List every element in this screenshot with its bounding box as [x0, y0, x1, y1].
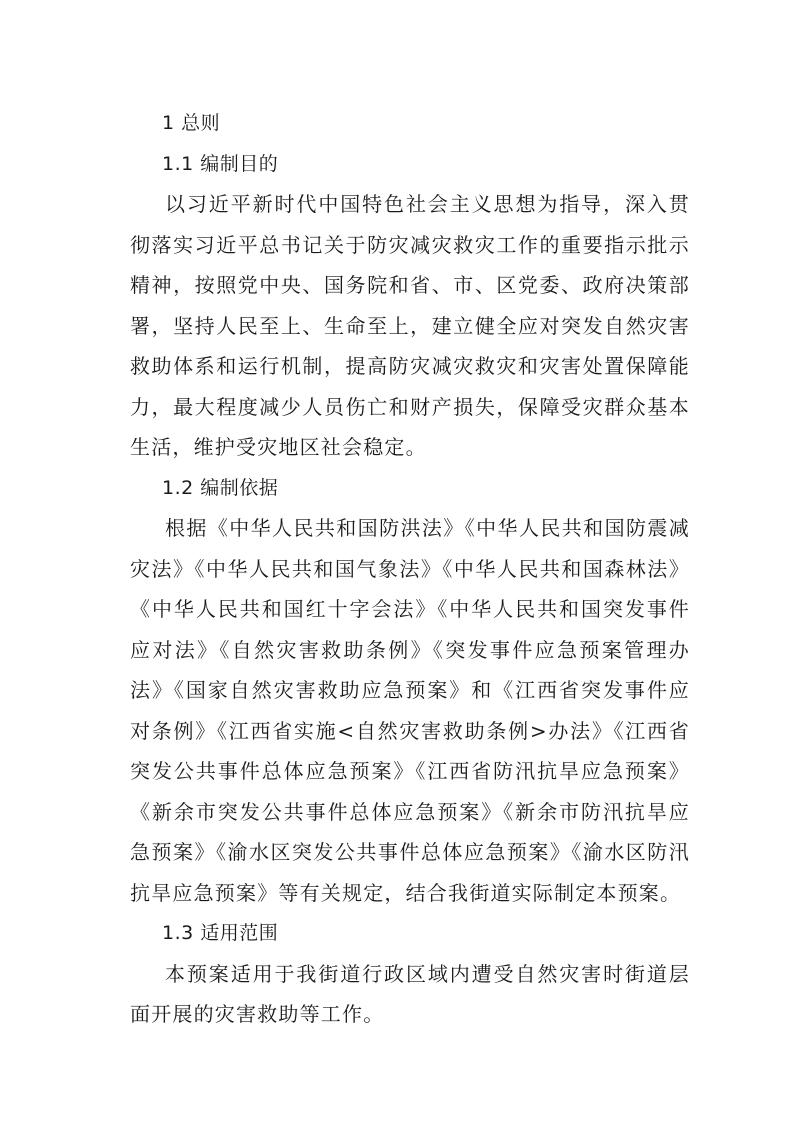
document-body: [130, 103, 690, 1035]
section-heading-purpose: 1.1 编制目的: [162, 152, 279, 175]
paragraph-basis: 根据《中华人民共和国防洪法》《中华人民共和国防震减灾法》《中华人民共和国气象法》《中华人民共和国森林法》《中华人民共和国红十字会法》《中华人民共和国突发事件应对法》《自然灾害救助条例》《突发事件应急预案管理办法》《国家自然灾害救助应急预案》和《江西省突发事件应对条例》《江西省实施<自然灾害救助条例>办法》《江西省突发公共事件总体应急预案》《江西省防汛抗旱应急预案》《新余市突发公共事件总体应急预案》《新余市防汛抗旱应急预案》《渝水区突发公共事件总体应急预案》《渝水区防汛抗旱应急预案》等有关规定，结合我街道实际制定本预案。: [130, 516, 690, 905]
section-heading-general: 1 总则: [162, 112, 221, 134]
section-heading-scope: 1.3 适用范围: [162, 922, 279, 944]
section-heading-basis: 1.2 编制依据: [162, 476, 279, 499]
paragraph-scope: 本预案适用于我街道行政区域内遭受自然灾害时街道层面开展的灾害救助等工作。: [130, 961, 690, 1026]
paragraph-purpose: 以习近平新时代中国特色社会主义思想为指导，深入贯彻落实习近平总书记关于防灾减灾救灾工作的重要指示批示精神，按照党中央、国务院和省、市、区党委、政府决策部署，坚持人民至上、生命至上，建立健全应对突发自然灾害救助体系和运行机制，提高防灾减灾救灾和灾害处置保障能力，最大程度减少人员伤亡和财产损失，保障受灾群众基本生活，维护受灾地区社会稳定。: [130, 192, 690, 459]
